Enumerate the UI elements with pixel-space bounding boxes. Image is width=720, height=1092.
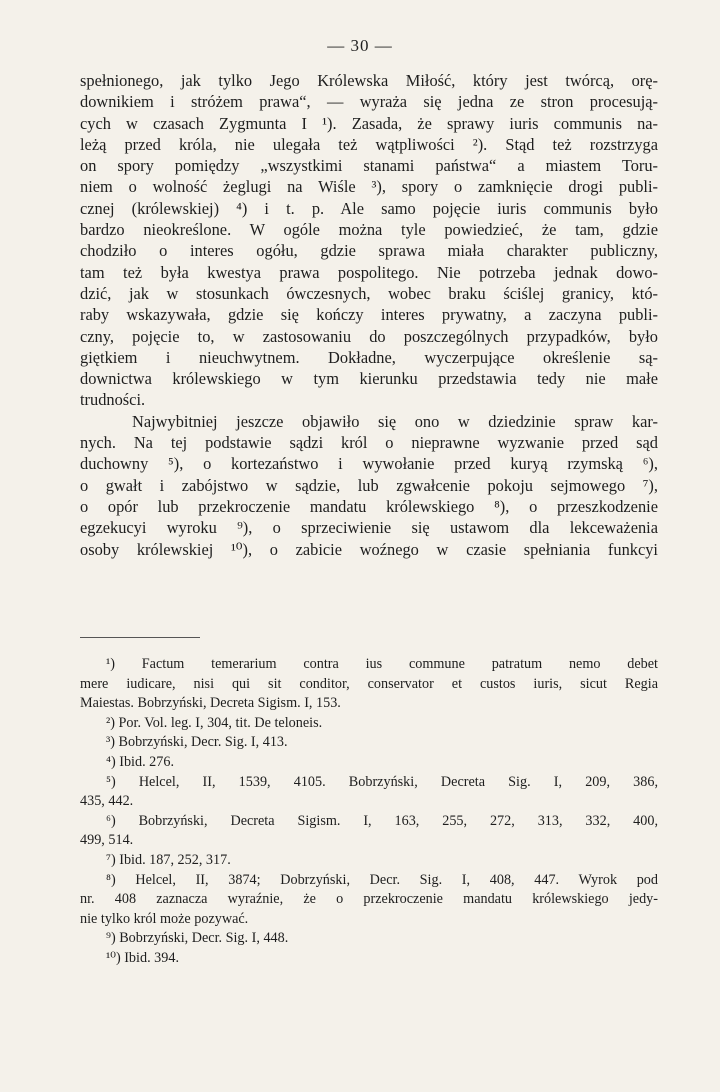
footnote-line: ⁹) Bobrzyński, Decr. Sig. I, 448. [106, 930, 289, 947]
footnote-line: Maiestas. Bobrzyński, Decreta Sigism. I, 153. [80, 695, 341, 712]
text-line: chodziło o interes ogółu, gdzie sprawa miała charakter publiczny, [80, 241, 658, 261]
page-number: — 30 — [327, 36, 393, 55]
text-line: egzekucyi wyroku ⁹), o sprzeciwienie się ustawom dla lekceważenia [80, 518, 658, 538]
text-line: raby wskazywała, gdzie się kończy interes prywatny, a zaczyna publi- [80, 305, 658, 325]
text-line: o opór lub przekroczenie mandatu królewskiego ⁸), o przeszkodzenie [80, 496, 658, 516]
footnote-divider [80, 637, 200, 638]
footnote-line: nie tylko król może pozywać. [80, 910, 249, 927]
text-line: nych. Na tej podstawie sądzi król o nieprawne wyzwanie przed sąd [80, 433, 658, 453]
text-line: tam też była kwestya prawa pospolitego. Nie potrzeba jednak dowo- [80, 262, 658, 282]
text-line: Najwybitniej jeszcze objawiło się ono w dziedzinie spraw kar- [132, 411, 658, 431]
footnote-line: ²) Por. Vol. leg. I, 304, tit. De teloneis. [106, 714, 323, 731]
footnote-line: 499, 514. [80, 832, 134, 849]
footnote-line: ⁶) Bobrzyński, Decreta Sigism. I, 163, 255, 272, 313, 332, 400, [106, 812, 658, 829]
text-line: downikiem i stróżem prawa“, — wyraża się jedna ze stron procesują- [80, 92, 658, 112]
text-line: niem o wolność żeglugi na Wiśle ³), spory o zamknięcie drogi publi- [80, 177, 658, 197]
text-line: trudności. [80, 390, 146, 410]
footnote-line: 435, 442. [80, 793, 134, 810]
text-line: downictwa królewskiego w tym kierunku przedstawia tedy nie małe [80, 369, 658, 389]
footnote-line: ¹⁰) Ibid. 394. [106, 949, 179, 966]
text-line: cznej (królewskiej) ⁴) i t. p. Ale samo pojęcie iuris communis było [80, 198, 658, 218]
footnotes [80, 655, 658, 969]
text-line: o gwałt i zabójstwo w sądzie, lub zgwałcenie pokoju sejmowego ⁷), [80, 475, 658, 495]
footnote-line: ⁴) Ibid. 276. [106, 753, 174, 770]
footnote-line: ⁷) Ibid. 187, 252, 317. [106, 851, 231, 868]
text-line: bardzo nieokreślone. W ogóle można tyle powiedzieć, że tam, gdzie [80, 220, 658, 240]
text-line: giętkiem i nieuchwytnem. Dokładne, wyczerpujące określenie są- [80, 347, 658, 367]
text-line: dzić, jak w stosunkach ówczesnych, wobec braku ściślej granicy, któ- [80, 283, 658, 303]
text-line: osoby królewskiej ¹⁰), o zabicie woźnego w czasie spełniania funkcyi [80, 539, 658, 559]
footnote-line: ¹) Factum temerarium contra ius commune patratum nemo debet [106, 656, 658, 672]
text-line: spełnionego, jak tylko Jego Królewska Miłość, który jest twórcą, orę- [80, 71, 658, 90]
main-text [80, 70, 658, 560]
footnote-line: nr. 408 zaznacza wyraźnie, że o przekroczenie mandatu królewskiego jedy- [80, 891, 658, 908]
text-line: czny, pojęcie to, w zastosowaniu do poszczególnych przypadków, było [80, 326, 658, 346]
text-line: leżą przed króla, nie ulegała też wątpliwości ²). Stąd też rozstrzyga [80, 134, 658, 154]
footnote-line: ³) Bobrzyński, Decr. Sig. I, 413. [106, 734, 288, 751]
footnote-line: ⁸) Helcel, II, 3874; Dobrzyński, Decr. Sig. I, 408, 447. Wyrok pod [106, 871, 658, 888]
footnote-line: ⁵) Helcel, II, 1539, 4105. Bobrzyński, Decreta Sig. I, 209, 386, [106, 773, 658, 790]
text-line: cych w czasach Zygmunta I ¹). Zasada, że sprawy iuris communis na- [80, 113, 658, 133]
footnote-line: mere iudicare, nisi qui sit conditor, conservator et custos iuris, sicut Regia [80, 675, 658, 692]
text-line: duchowny ⁵), o kortezaństwo i wywołanie przed kuryą rzymską ⁶), [80, 454, 658, 474]
text-line: on spory pomiędzy „wszystkimi stanami państwa“ a miastem Toru- [80, 156, 658, 176]
